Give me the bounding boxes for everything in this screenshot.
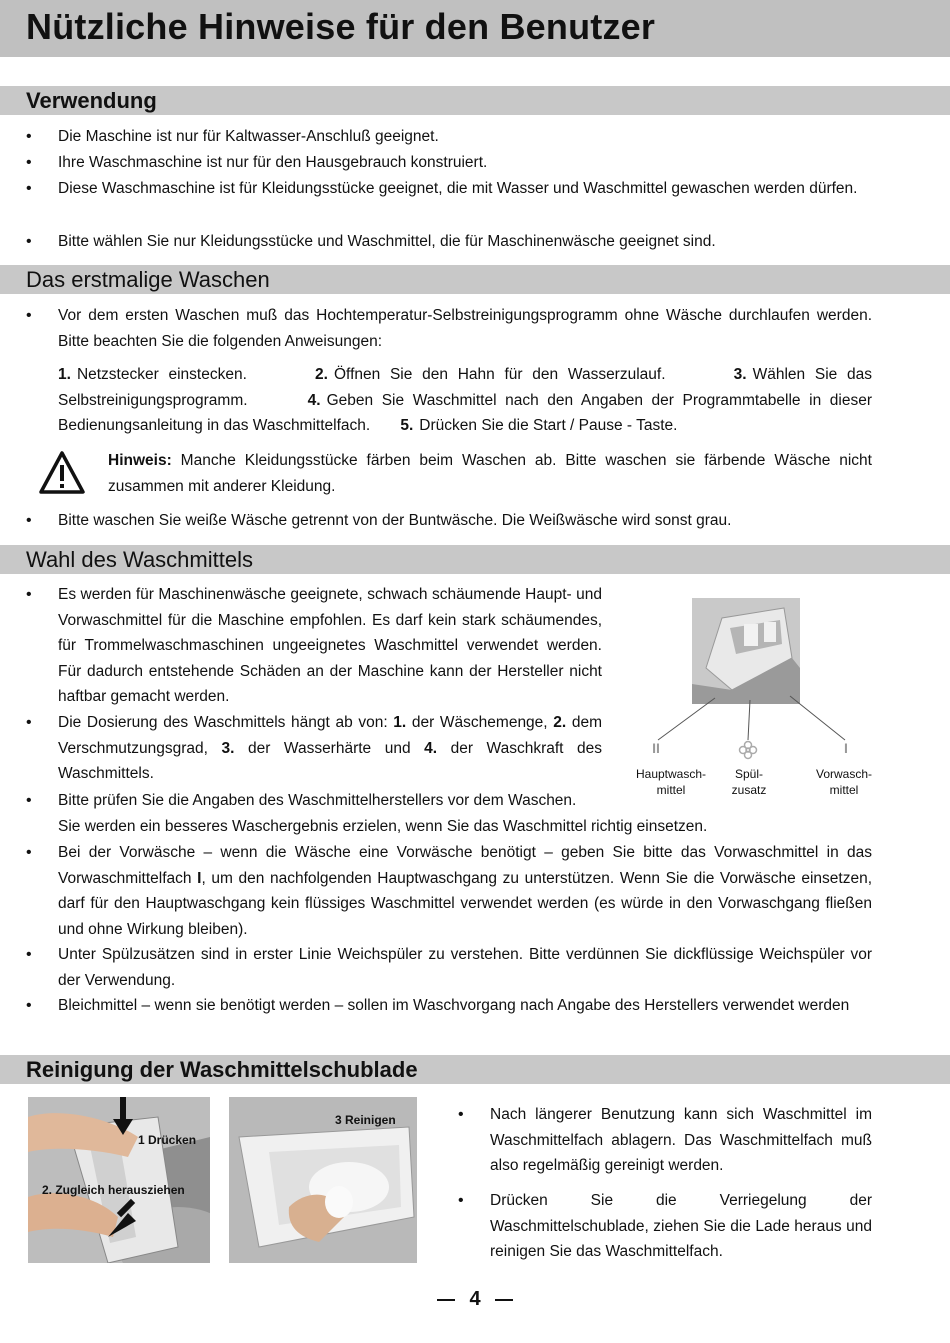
hint-text: Manche Kleidungsstücke färben beim Waschen ab. Bitte waschen sie färbende Wäsche nicht zusammen mit anderer Kleidung. (108, 452, 872, 495)
bullet-icon (26, 788, 40, 814)
bullet-icon (458, 1188, 472, 1214)
list-item (26, 150, 872, 176)
bullet-icon (26, 993, 40, 1019)
bullet-icon (26, 840, 40, 866)
list-item (26, 303, 872, 354)
step-item: 4. Geben Sie Waschmittel nach den Angaben der Programmtabelle in dieser Bedienungsanleitung in das Waschmittelfach. (58, 391, 872, 434)
flower-icon (738, 740, 758, 760)
main-wash-symbol: II (652, 740, 660, 756)
list-item-text: Vor dem ersten Waschen muß das Hochtemperatur-Selbstreinigungsprogramm ohne Wäsche durchlaufen werden. Bitte beachten Sie die folgenden Anweisungen: (58, 307, 872, 350)
step-item: 1. Netzstecker einstecken. (58, 366, 247, 383)
section-header-reinigung (0, 1055, 950, 1084)
list-item (458, 1188, 872, 1265)
step-item: 5. Drücken Sie die Start / Pause - Taste. (400, 417, 678, 434)
list-item (26, 176, 872, 202)
list-item-text: Diese Waschmaschine ist für Kleidungsstücke geeignet, die mit Wasser und Waschmittel gewaschen werden dürfen. (58, 180, 858, 197)
list-item-text: Nach längerer Benutzung kann sich Waschmittel im Waschmittelfach ablagern. Das Waschmittelfach muß also regelmäßig gereinigt werden. (490, 1106, 872, 1174)
bullet-icon (26, 710, 40, 736)
list-item (26, 993, 872, 1019)
label-prewash: Vorwasch-mittel (815, 767, 873, 797)
list-item-text: Bitte prüfen Sie die Angaben des Waschmittelherstellers vor dem Waschen. Sie werden ein besseres Waschergebnis erzielen, wenn Sie das Waschmittel richtig einsetzen. (58, 792, 708, 835)
bullet-icon (26, 124, 40, 150)
list-item (26, 840, 872, 942)
list-item (26, 710, 602, 787)
page-title: Nützliche Hinweise für den Benutzer (26, 6, 656, 47)
photo-label-clean: 3 Reinigen (335, 1113, 396, 1127)
section-title-waschmittel: Wahl des Waschmittels (26, 547, 253, 572)
bullet-icon (458, 1102, 472, 1128)
list-item (26, 124, 872, 150)
bullet-icon (26, 582, 40, 608)
drawer-clean-photo (229, 1097, 417, 1263)
prewash-symbol: I (844, 740, 848, 756)
warning-icon (38, 450, 86, 496)
list-item-text: Es werden für Maschinenwäsche geeignete, schwach schäumende Haupt- und Vorwaschmittel für die Maschine empfohlen. Es darf kein stark schäumendes, für Trommelwaschmaschinen ungeeignetes Waschmittel verwendet werden. Für dadurch entstehende Schäden an der Maschine kann der Hersteller nicht haftbar gemacht werden. (58, 586, 602, 705)
section-title-reinigung: Reinigung der Waschmittelschublade (26, 1057, 418, 1082)
section-header-waschmittel (0, 545, 950, 574)
hint-note (108, 448, 872, 499)
list-item (26, 942, 872, 993)
photo-label-pull: 2. Zugleich herausziehen (42, 1183, 185, 1197)
drawer-press-photo (28, 1097, 210, 1263)
section-header-verwendung (0, 86, 950, 115)
page-number: 4 (0, 1288, 950, 1311)
list-item-text: Drücken Sie die Verriegelung der Waschmittelschublade, ziehen Sie die Lade heraus und reinigen Sie das Waschmittelfach. (490, 1192, 872, 1260)
page-title-bar (0, 0, 950, 57)
step-item: 2. Öffnen Sie den Hahn für den Wasserzulauf. (315, 366, 666, 383)
section-header-erstmalig (0, 265, 950, 294)
list-item-text: Bitte wählen Sie nur Kleidungsstücke und Waschmittel, die für Maschinenwäsche geeignet sind. (58, 233, 716, 250)
photo-label-press: 1 Drücken (138, 1133, 197, 1147)
list-item-text: Die Dosierung des Waschmittels hängt ab von: 1. der Wäschemenge, 2. dem Verschmutzungsgrad, 3. der Wasserhärte und 4. der Waschkraft des Waschmittels. (58, 714, 603, 782)
section-title-verwendung: Verwendung (26, 88, 157, 113)
detergent-drawer-photo (692, 598, 800, 704)
section-title-erstmalig: Das erstmalige Waschen (26, 267, 270, 292)
list-item-text: Ihre Waschmaschine ist nur für den Hausgebrauch konstruiert. (58, 154, 488, 171)
step-item: 3. Wählen Sie das Selbstreinigungsprogramm. (58, 366, 873, 409)
bullet-icon (26, 942, 40, 968)
bullet-icon (26, 303, 40, 329)
bullet-icon (26, 229, 40, 255)
label-main-wash: Hauptwasch-mittel (635, 767, 707, 797)
list-item (26, 582, 602, 710)
hint-label: Hinweis: (108, 452, 172, 469)
list-item (26, 229, 872, 255)
list-item (26, 508, 872, 534)
list-item-text: Unter Spülzusätzen sind in erster Linie Weichspüler zu verstehen. Bitte verdünnen Sie dickflüssige Weichspüler vor der Verwendung. (58, 946, 872, 989)
list-item-text: Bitte waschen Sie weiße Wäsche getrennt von der Buntwäsche. Die Weißwäsche wird sonst grau. (58, 512, 732, 529)
bullet-icon (26, 176, 40, 202)
steps-paragraph (58, 362, 872, 439)
list-item-text: Die Maschine ist nur für Kaltwasser-Anschluß geeignet. (58, 128, 439, 145)
bullet-icon (26, 508, 40, 534)
bullet-icon (26, 150, 40, 176)
list-item-text: Bleichmittel – wenn sie benötigt werden – sollen im Waschvorgang nach Angabe des Herstellers verwendet werden (58, 997, 850, 1014)
label-rinse: Spül-zusatz (731, 767, 767, 797)
list-item (458, 1102, 872, 1179)
list-item-text: Bei der Vorwäsche – wenn die Wäsche eine Vorwäsche benötigt – geben Sie bitte das Vorwaschmittel in das Vorwaschmittelfach I, um den nachfolgenden Hauptwaschgang zu unterstützen. Wenn Sie die Vorwäsche einsetzen, darf für den Hauptwaschgang kein flüssiges Waschmittel verwendet werden (es würde in den Vorwaschgang fließen und ohne Wirkung bleiben). (58, 844, 872, 938)
